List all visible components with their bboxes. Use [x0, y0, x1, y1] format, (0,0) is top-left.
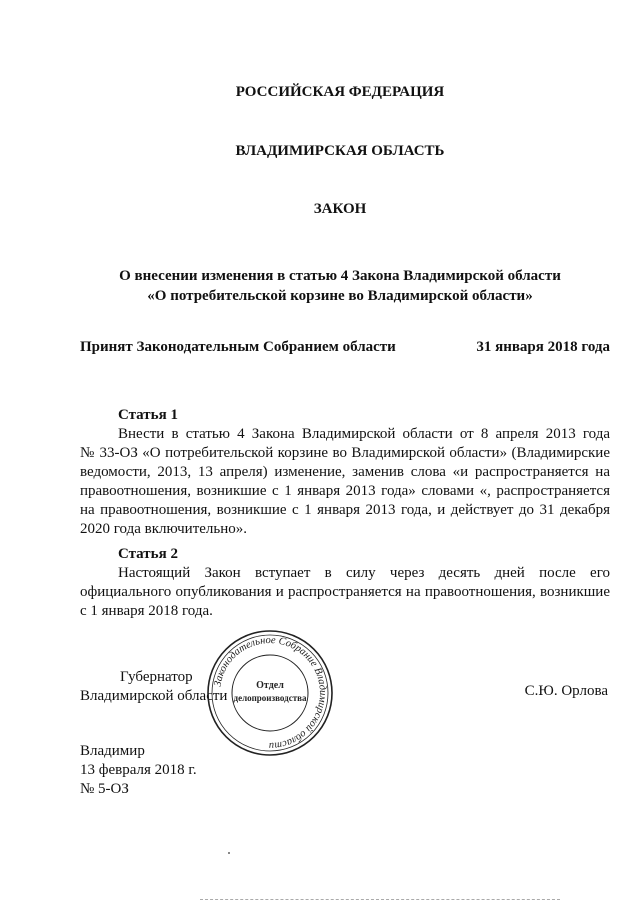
article-1-line: правоотношения, возникшие с 1 января 2013 года» словами «, распространяется [80, 483, 610, 499]
article-2-line: официального опубликования и распространяется на правоотношения, возникшие [80, 584, 610, 600]
official-seal [205, 628, 335, 758]
signatory-name: С.Ю. Орлова [524, 683, 608, 699]
scan-speck [228, 852, 230, 854]
footer-number: № 5-ОЗ [80, 781, 129, 797]
article-1-title: Статья 1 [118, 407, 178, 423]
bottom-edge-rule [200, 899, 560, 900]
adoption-label: Принят Законодательным Собранием области [80, 339, 396, 355]
article-1-line: на правоотношения, возникшие с 1 января 2013 года, и действует до 31 декабря [80, 502, 610, 518]
law-title [20, 266, 640, 306]
article-1-line: 2020 года включительно». [80, 521, 248, 537]
seal-ring-text: Законодательное Собрание Владимирской области [212, 634, 329, 752]
adoption-line [80, 339, 610, 356]
governor-position: Губернатор [120, 669, 193, 685]
article-1-line: Внести в статью 4 Закона Владимирской области от 8 апреля 2013 года [118, 426, 610, 442]
country-heading: РОССИЙСКАЯ ФЕДЕРАЦИЯ [235, 84, 445, 100]
seal-center-line-2: делопроизводства [233, 693, 307, 703]
region-heading: ВЛАДИМИРСКАЯ ОБЛАСТЬ [235, 143, 445, 159]
article-1-line: ведомости, 2013, 13 апреля) изменение, заменив слова «и распространяется на [80, 464, 610, 480]
footer-date: 13 февраля 2018 г. [80, 762, 197, 778]
law-title-line-2: «О потребительской корзине во Владимирской области» [147, 288, 533, 304]
article-2-title: Статья 2 [118, 546, 178, 562]
article-1-text [80, 425, 610, 539]
adoption-date: 31 января 2018 года [476, 339, 610, 355]
article-2-text [80, 564, 610, 621]
law-title-line-1: О внесении изменения в статью 4 Закона Владимирской области [119, 268, 561, 284]
article-2-line: с 1 января 2018 года. [80, 603, 213, 619]
article-1-line: № 33-ОЗ «О потребительской корзине во Владимирской области» (Владимирские [80, 445, 610, 461]
governor-region: Владимирской области [80, 688, 228, 704]
document-type-heading: ЗАКОН [313, 201, 367, 217]
document-footer [80, 742, 197, 799]
seal-center-line-1: Отдел [256, 680, 284, 691]
article-2-line: Настоящий Закон вступает в силу через десять дней после его [118, 565, 610, 581]
footer-city: Владимир [80, 743, 145, 759]
